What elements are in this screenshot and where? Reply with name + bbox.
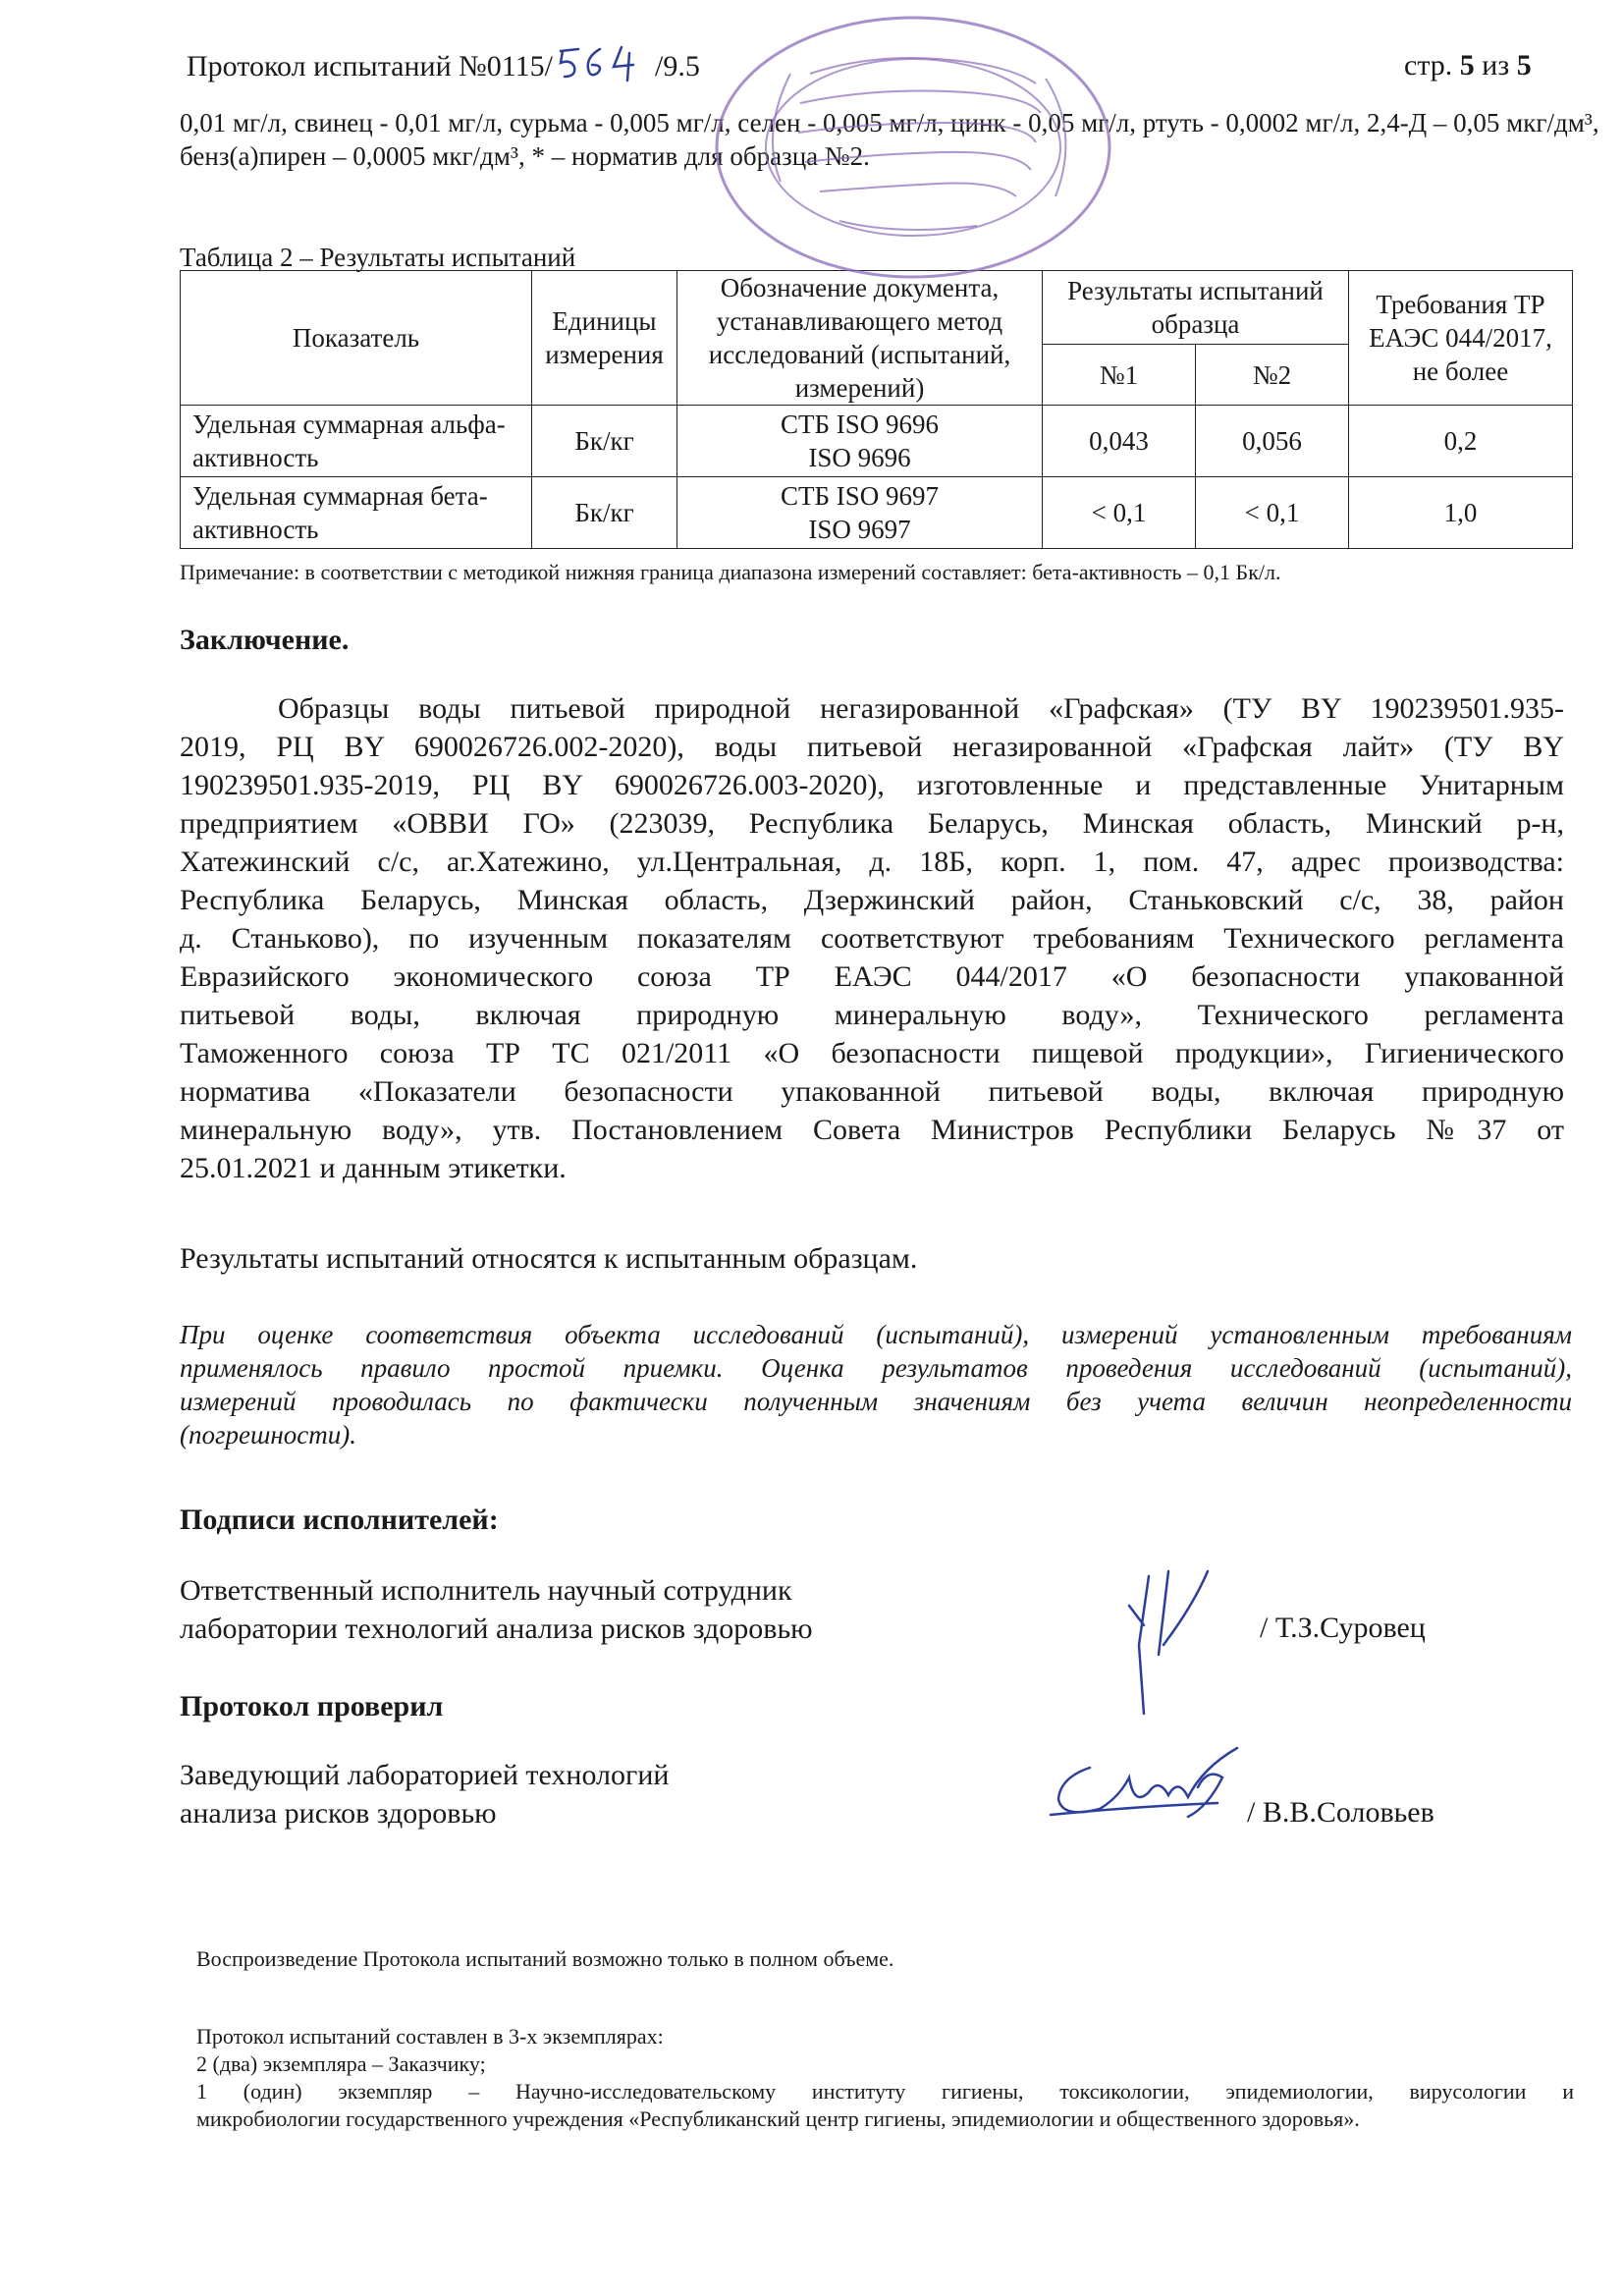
conclusion-line: Евразийского экономического союза ТР ЕАЭС 044/2017 «О безопасности упакованной [180,960,1564,993]
conclusion-line: Образцы воды питьевой природной негазированной «Графская» (ТУ BY 190239501.935- [278,692,1564,725]
executor-name: / Т.З.Суровец [1260,1612,1426,1644]
italic-line: (погрешности). [180,1420,357,1449]
conclusion-line: Таможенного союза ТР ТС 021/2011 «О безопасности пищевой продукции», Гигиенического [180,1037,1564,1069]
cell-indicator: Удельная суммарная альфа-активность [181,406,532,477]
results-table [180,270,1573,549]
executor-line: лаборатории технологий анализа рисков здоровью [180,1613,813,1645]
copies-line: 2 (два) экземпляра – Заказчику; [196,2051,486,2076]
table-note: Примечание: в соответствии с методикой нижняя граница диапазона измерений составляет: бета-активность – 0,1 Бк/л. [180,560,1281,584]
conclusion-line: Республика Беларусь, Минская область, Дзержинский район, Станьковский с/с, 38, район [180,884,1564,916]
signatures-heading: Подписи исполнителей: [180,1503,499,1536]
protocol-suffix: /9.5 [655,49,700,82]
checked-heading: Протокол проверил [180,1690,444,1722]
page-of: из [1482,49,1510,82]
cell-sample1: < 0,1 [1043,477,1196,549]
italic-line: измерений проводилась по фактически полученным значениям без учета величин неопределенности [180,1387,1572,1416]
table-caption: Таблица 2 – Результаты испытаний [180,243,576,272]
handwritten-number [557,43,651,82]
cell-requirement: 0,2 [1349,406,1573,477]
cell-units: Бк/кг [532,477,677,549]
table-row [181,477,1573,549]
cell-indicator: Удельная суммарная бета-активность [181,477,532,549]
checker-title [180,1756,669,1832]
copies-line: микробиологии государственного учреждения «Республиканский центр гигиены, эпидемиологии и общественного здоровья». [196,2106,1360,2131]
conclusion-line: 190239501.935-2019, РЦ BY 690026726.003-2020), изготовленные и представленные Унитарным [180,769,1564,801]
header-results: Результаты испытаний образца [1043,271,1349,345]
page-current: 5 [1459,49,1475,82]
italic-line: применялось правило простой приемки. Оценка результатов проведения исследований (испытаний), [180,1353,1572,1383]
copies-line: Протокол испытаний составлен в 3-х экземплярах: [196,2024,664,2049]
cell-sample2: < 0,1 [1196,477,1349,549]
checker-line: Заведующий лабораторией технологий [180,1759,670,1791]
header-requirements: Требования ТР ЕАЭС 044/2017, не более [1349,271,1573,406]
conclusion-line: Хатежинский с/с, аг.Хатежино, ул.Центральная, д. 18Б, корп. 1, пом. 47, адрес производства: [180,846,1564,878]
cell-requirement: 1,0 [1349,477,1573,549]
intro-line: 0,01 мг/л, свинец - 0,01 мг/л, сурьма - 0,005 мг/л, селен - 0,005 мг/л, цинк - 0,05 мг/л, ртуть - 0,0002 мг/л, 2,4-Д – 0,05 мкг/дм³, [180,108,1599,137]
checker-name: / В.В.Соловьев [1247,1796,1434,1829]
page-total: 5 [1516,49,1532,82]
cell-units: Бк/кг [532,406,677,477]
checker-signature [1041,1738,1257,1836]
executor-title [180,1571,813,1648]
cell-sample2: 0,056 [1196,406,1349,477]
method-line: ISO 9696 [808,443,911,472]
conclusion-line: 2019, РЦ BY 690026726.002-2020), воды питьевой негазированной «Графская лайт» (ТУ BY [180,731,1564,763]
acceptance-rule-text [180,1318,1572,1451]
page-prefix: стр. [1404,49,1453,82]
header-indicator: Показатель [181,271,532,406]
results-statement: Результаты испытаний относятся к испытанным образцам. [180,1242,918,1275]
conclusion-line: предприятием «ОВВИ ГО» (223039, Республика Беларусь, Минская область, Минский р-н, [180,807,1564,840]
header-sample1: №1 [1043,345,1196,406]
conclusion-line: 25.01.2021 и данным этикетки. [180,1152,567,1184]
italic-line: При оценке соответствия объекта исследований (испытаний), измерений установленным требованиям [180,1320,1572,1349]
executor-line: Ответственный исполнитель научный сотрудник [180,1574,792,1607]
header-sample2: №2 [1196,345,1349,406]
cell-sample1: 0,043 [1043,406,1196,477]
protocol-header [187,49,700,88]
page-number [1404,49,1532,82]
conclusion-heading: Заключение. [180,624,350,656]
executor-signature [1109,1566,1217,1723]
cell-method [677,406,1043,477]
method-line: ISO 9697 [808,515,911,544]
copies-line: 1 (один) экземпляр – Научно-исследовательскому институту гигиены, токсикологии, эпидемиологии, вирусологии и [196,2079,1574,2104]
protocol-prefix: Протокол испытаний №0115/ [187,49,553,82]
conclusion-body [180,689,1564,1187]
intro-line: бенз(а)пирен – 0,0005 мкг/дм³, * – норматив для образца №2. [180,141,870,171]
cell-method [677,477,1043,549]
copies-note [196,2023,1574,2133]
conclusion-line: минеральную воду», утв. Постановлением Совета Министров Республики Беларусь №37 от [180,1114,1564,1146]
header-units: Единицы измерения [532,271,677,406]
reproduction-note: Воспроизведение Протокола испытаний возможно только в полном объеме. [196,1946,894,1971]
conclusion-line: д. Станьково), по изученным показателям соответствуют требованиям Технического регламента [180,922,1564,955]
checker-line: анализа рисков здоровью [180,1797,497,1830]
method-line: СТБ ISO 9696 [780,410,939,439]
header-method: Обозначение документа, устанавливающего метод исследований (испытаний, измерений) [677,271,1043,406]
table-row [181,406,1573,477]
official-stamp [692,5,1134,285]
method-line: СТБ ISO 9697 [780,481,939,511]
conclusion-line: питьевой воды, включая природную минеральную воду», Технического регламента [180,999,1564,1031]
conclusion-line: норматива «Показатели безопасности упакованной питьевой воды, включая природную [180,1075,1564,1108]
